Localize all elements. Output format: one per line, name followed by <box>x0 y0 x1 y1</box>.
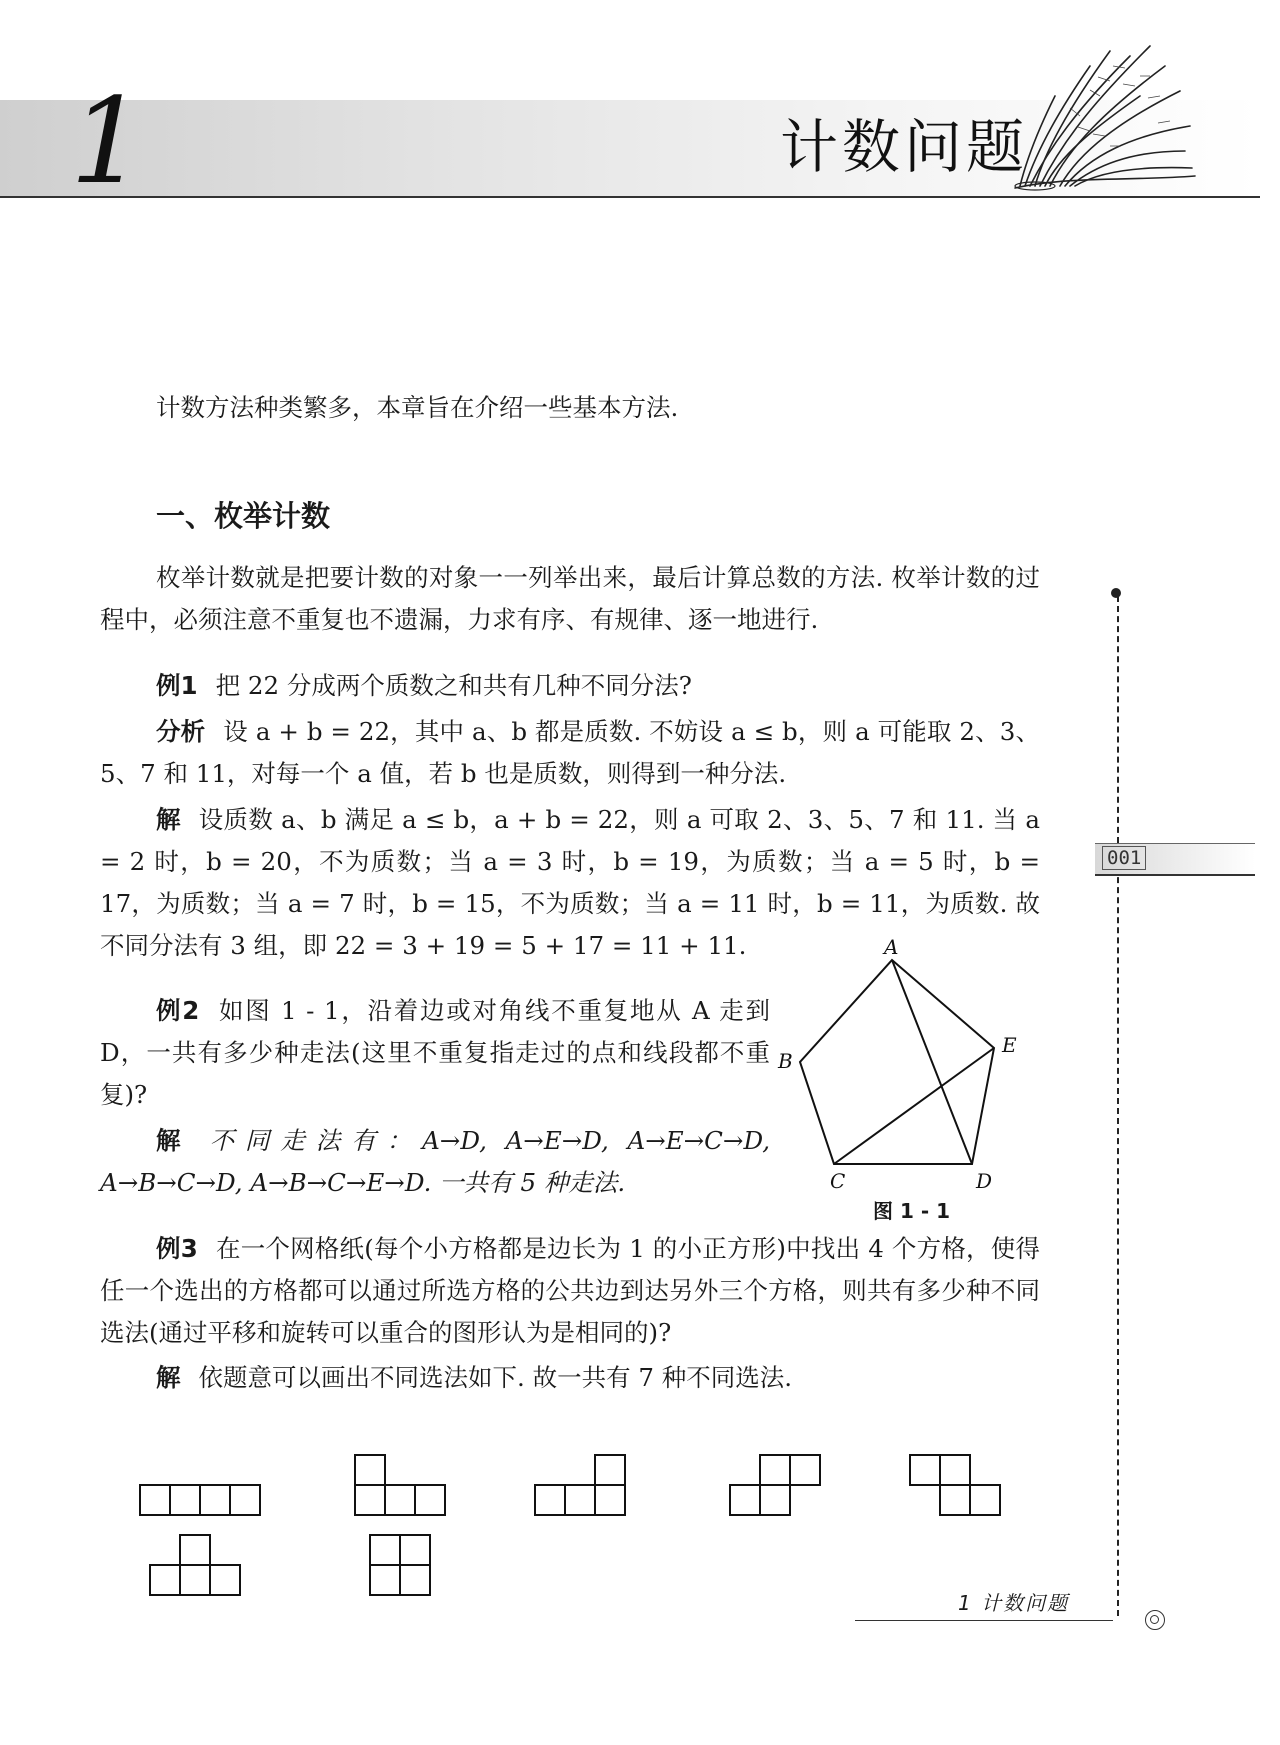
example1-solution-text: 设质数 a、b 满足 a ≤ b，a + b = 22，则 a 可取 2、3、5、7 和 11. 当 a = 2 时，b = 20，不为质数；当 a = 3 时，b = 19，为质数；当 a = 5 时，b = 17，为质数；当 a = 7 时，b = 15，不为质数；当 a = 11 时，b = 11，为质数. 故不同分法有 3 组，即 22 = 3 + 19 = 5 + 17 = 11 + 11. <box>100 805 1041 960</box>
tetromino-s <box>730 1455 820 1515</box>
vertex-label-A: A <box>884 935 899 959</box>
chapter-intro: 计数方法种类繁多，本章旨在介绍一些基本方法. <box>156 393 679 422</box>
figure-caption: 图 1 - 1 <box>873 1199 951 1223</box>
analysis-label: 分析 <box>156 717 206 746</box>
chapter-number: 1 <box>70 72 146 210</box>
tetromino-o <box>370 1535 430 1595</box>
solution-label: 解 <box>156 1126 192 1155</box>
example1-label: 例1 <box>156 671 198 700</box>
footer-circle-ornament <box>1145 1610 1165 1630</box>
example3-solution <box>100 1357 1040 1399</box>
vertex-label-B: B <box>778 1049 793 1073</box>
tetromino-i <box>140 1485 260 1515</box>
margin-dashed-line <box>1117 596 1119 1616</box>
vertex-label-E: E <box>1002 1033 1017 1057</box>
page-number: 001 <box>1102 846 1146 870</box>
solution-label: 解 <box>156 1363 181 1392</box>
diagonal-CE <box>834 1048 994 1164</box>
section-heading: 一、枚举计数 <box>156 499 331 533</box>
example1-question-text: 把 22 分成两个质数之和共有几种不同分法? <box>215 671 692 700</box>
section-definition: 枚举计数就是把要计数的对象一一列举出来，最后计算总数的方法. 枚举计数的过程中，必须注意不重复也不遗漏，力求有序、有规律、逐一地进行. <box>100 563 1040 634</box>
example2-question-text: 如图 1 - 1，沿着边或对角线不重复地从 A 走到 D，一共有多少种走法(这里不重复指走过的点和线段都不重复)? <box>100 996 770 1109</box>
example2-label: 例2 <box>156 996 200 1025</box>
example1-analysis-text: 设 a + b = 22，其中 a、b 都是质数. 不妨设 a ≤ b，则 a 可能取 2、3、5、7 和 11，对每一个 a 值，若 b 也是质数，则得到一种分法. <box>100 717 1041 788</box>
solution-label: 解 <box>156 805 181 834</box>
example2-solution <box>100 1120 770 1204</box>
pentagon-figure <box>778 935 1020 1193</box>
example2-question <box>100 990 770 1116</box>
tetromino-t <box>150 1535 240 1595</box>
tetromino-figures <box>130 1445 1030 1605</box>
example2-solution-text: 不同走法有：A→D, A→E→D, A→E→C→D, A→B→C→D, A→B→C→E→D. 一共有 5 种走法. <box>100 1126 771 1197</box>
example3-question <box>100 1228 1040 1354</box>
example3-solution-text: 依题意可以画出不同选法如下. 故一共有 7 种不同选法. <box>198 1363 793 1392</box>
vertex-label-D: D <box>976 1169 993 1193</box>
diagonal-AD <box>892 960 972 1164</box>
header-rule <box>0 196 1260 198</box>
grass-illustration <box>1010 36 1200 196</box>
running-footer-title: 1 计数问题 <box>958 1591 1070 1615</box>
tetromino-l <box>355 1455 445 1515</box>
pentagon-outline <box>800 960 994 1164</box>
margin-dot <box>1111 588 1121 598</box>
tetromino-j <box>535 1455 625 1515</box>
footer-rule <box>855 1620 1113 1621</box>
example1-question <box>100 665 1040 707</box>
vertex-label-C: C <box>830 1169 846 1193</box>
example1-analysis <box>100 711 1040 795</box>
tetromino-z <box>910 1455 1000 1515</box>
chapter-title: 计数问题 <box>780 113 1029 181</box>
example3-question-text: 在一个网格纸(每个小方格都是边长为 1 的小正方形)中找出 4 个方格，使得任一个选出的方格都可以通过所选方格的公共边到达另外三个方格，则共有多少种不同选法(通过平移和旋转可以重合的图形认为是相同的)? <box>100 1234 1040 1347</box>
example3-label: 例3 <box>156 1234 198 1263</box>
